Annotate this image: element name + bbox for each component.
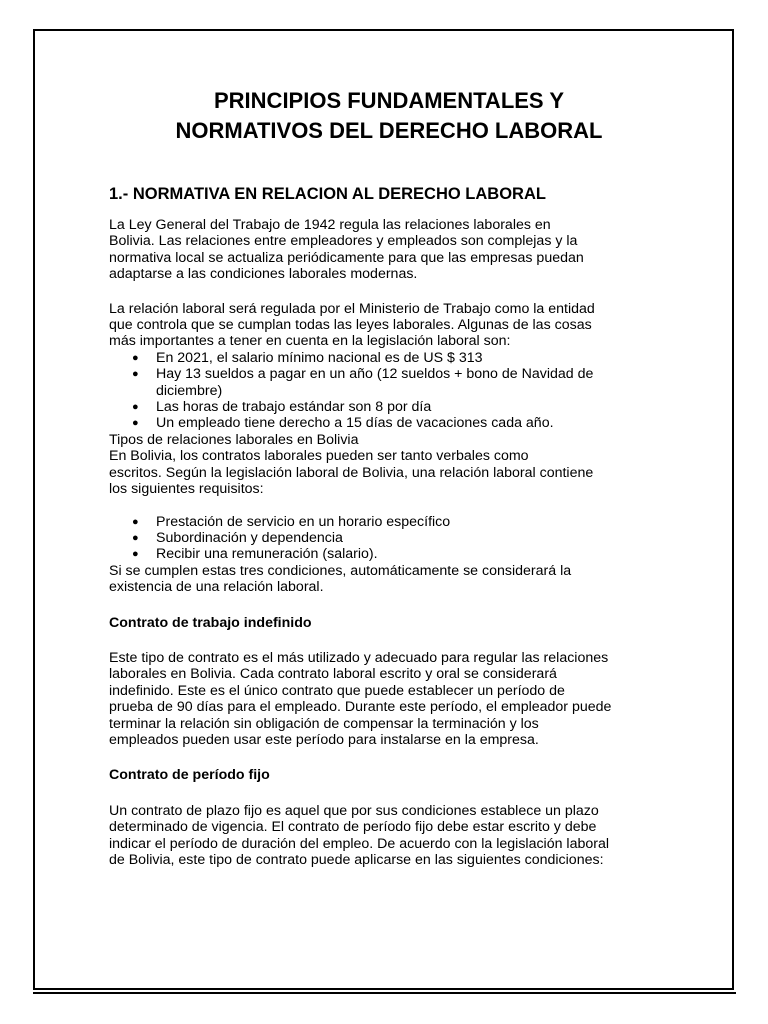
bullet-icon: ● (132, 401, 139, 414)
paragraph-line: adaptarse a las condiciones laborales modernas. (109, 266, 418, 283)
spacer (109, 784, 669, 803)
spacer (109, 283, 669, 301)
subheading-contrato-indefinido: Contrato de trabajo indefinido (109, 614, 312, 631)
paragraph-line: Este tipo de contrato es el más utilizado y adecuado para regular las relaciones (109, 649, 609, 666)
document-content (109, 86, 669, 868)
list-item-text: Subordinación y dependencia (156, 529, 343, 546)
list-item-text: En 2021, el salario mínimo nacional es de US $ 313 (156, 349, 483, 366)
bullet-icon: ● (132, 368, 139, 381)
list-item-text: Un empleado tiene derecho a 15 días de vacaciones cada año. (156, 415, 554, 432)
list-item (109, 546, 669, 562)
list-item-text: Prestación de servicio en un horario específico (156, 513, 451, 530)
list-item (109, 415, 669, 431)
list-item (109, 514, 669, 530)
paragraph-condiciones (109, 563, 669, 596)
paragraph-ley-general (109, 217, 669, 283)
document-title-line-2: NORMATIVOS DEL DERECHO LABORAL (175, 118, 603, 143)
paragraph-line: escritos. Según la legislación laboral de Bolivia, una relación laboral contiene (109, 464, 594, 481)
paragraph-line: laborales en Bolivia. Cada contrato laboral escrito y oral se considerará (109, 666, 557, 683)
paragraph-line: determinado de vigencia. El contrato de período fijo debe estar escrito y debe (109, 819, 597, 836)
spacer (109, 631, 669, 650)
paragraph-line: prueba de 90 días para el empleado. Durante este período, el empleador puede (109, 699, 612, 716)
paragraph-line: de Bolivia, este tipo de contrato puede aplicarse en las siguientes condiciones: (109, 852, 604, 868)
list-item-text: Hay 13 sueldos a pagar en un año (12 sueldos + bono de Navidad de (156, 366, 594, 383)
bullet-icon: ● (132, 417, 139, 430)
page-bottom-rule (33, 992, 736, 994)
paragraph-line: empleados pueden usar este período para instalarse en la empresa. (109, 731, 539, 748)
paragraph-line: los siguientes requisitos: (109, 481, 264, 498)
list-item (109, 366, 669, 399)
document-title (109, 86, 669, 146)
paragraph-line: que controla que se cumplan todas las leyes laborales. Algunas de las cosas (109, 317, 592, 334)
bullet-icon: ● (132, 548, 139, 561)
section-heading-normativa: 1.- NORMATIVA EN RELACION AL DERECHO LABORAL (109, 185, 546, 203)
list-item-text: Recibir una remuneración (salario). (156, 546, 378, 563)
paragraph-line: Tipos de relaciones laborales en Bolivia (109, 431, 359, 448)
list-item-text: Las horas de trabajo estándar son 8 por día (156, 399, 432, 416)
list-item-text: diciembre) (156, 382, 223, 399)
bullet-icon: ● (132, 515, 139, 528)
spacer (109, 498, 669, 514)
paragraph-contrato-indefinido (109, 650, 669, 748)
paragraph-line: existencia de una relación laboral. (109, 579, 324, 596)
paragraph-line: indefinido. Este es el único contrato que puede establecer un período de (109, 682, 565, 699)
paragraph-contrato-periodo-fijo (109, 803, 669, 869)
paragraph-line: indicar el período de duración del empleo. De acuerdo con la legislación laboral (109, 835, 610, 852)
document-title-line-1: PRINCIPIOS FUNDAMENTALES Y (214, 88, 564, 113)
bullet-icon: ● (132, 351, 139, 364)
bullet-list-legislacion (109, 350, 669, 432)
bullet-icon: ● (132, 531, 139, 544)
list-item (109, 530, 669, 546)
subheading-contrato-periodo-fijo: Contrato de período fijo (109, 767, 270, 784)
paragraph-line: Un contrato de plazo fijo es aquel que por sus condiciones establece un plazo (109, 802, 599, 819)
paragraph-line: La Ley General del Trabajo de 1942 regula las relaciones laborales en (109, 217, 551, 233)
paragraph-line: Bolivia. Las relaciones entre empleadores y empleados son complejas y la (109, 233, 578, 250)
paragraph-tipos-relaciones (109, 432, 669, 498)
paragraph-line: normativa local se actualiza periódicamente para que las empresas puedan (109, 249, 584, 266)
bullet-list-requisitos (109, 514, 669, 563)
paragraph-line: más importantes a tener en cuenta en la legislación laboral son: (109, 333, 511, 350)
paragraph-line: La relación laboral será regulada por el Ministerio de Trabajo como la entidad (109, 300, 595, 317)
paragraph-line: Si se cumplen estas tres condiciones, automáticamente se considerará la (109, 562, 572, 579)
spacer (109, 596, 669, 615)
spacer (109, 748, 669, 767)
list-item (109, 399, 669, 415)
list-item (109, 350, 669, 366)
paragraph-line: En Bolivia, los contratos laborales pueden ser tanto verbales como (109, 448, 529, 465)
paragraph-ministerio (109, 301, 669, 350)
paragraph-line: terminar la relación sin obligación de compensar la terminación y los (109, 715, 539, 732)
